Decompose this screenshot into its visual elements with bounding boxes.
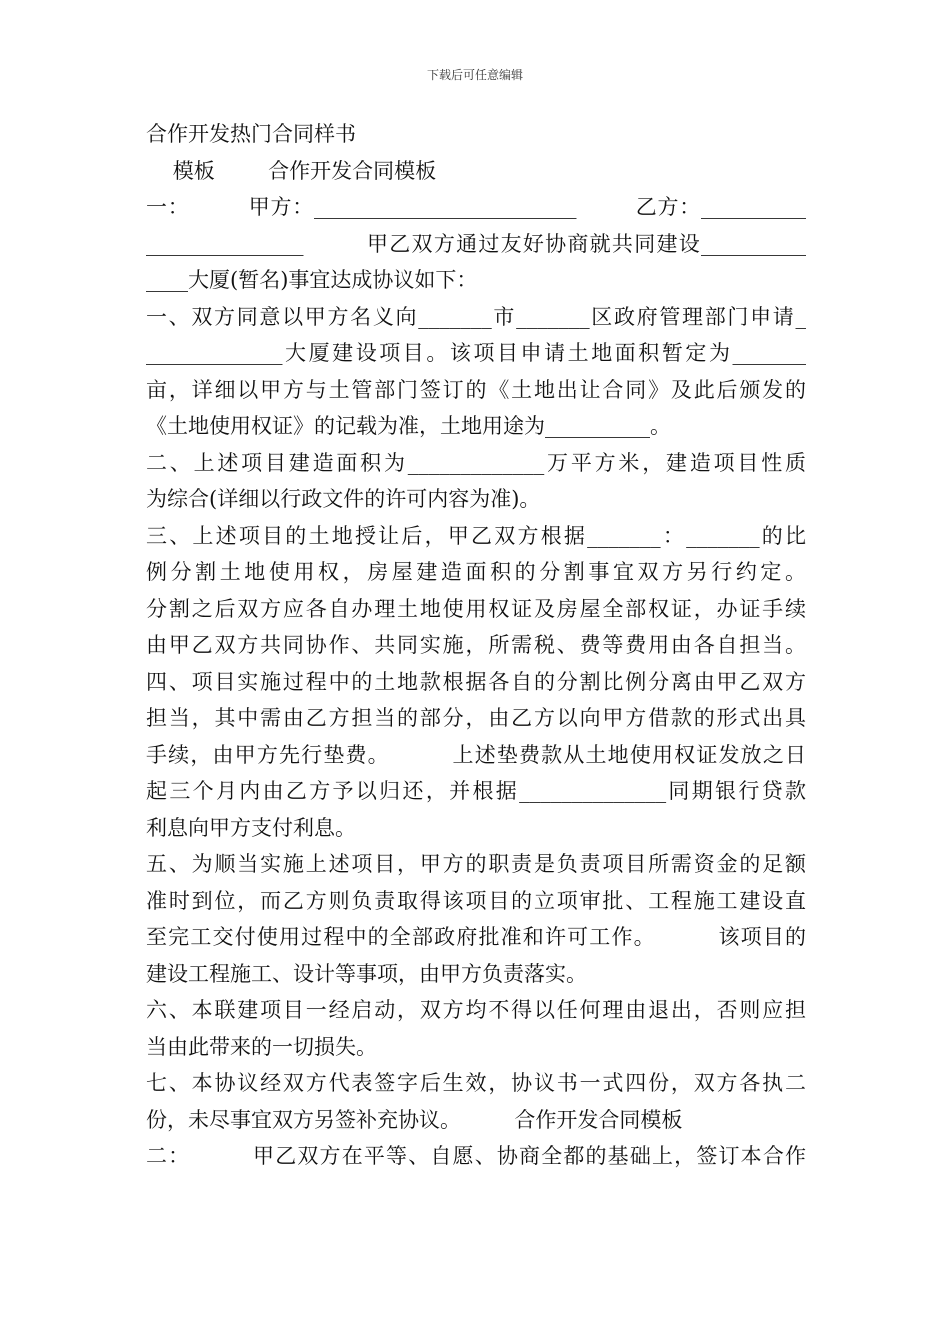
text-line: 亩，详细以甲方与土管部门签订的《土地出让合同》及此后颁发的 [146, 377, 806, 402]
page-header: 下载后可任意编辑 [426, 68, 523, 82]
text-line: 起三个月内由乙方予以归还，并根据______________同期银行贷款 [146, 779, 806, 803]
text-line: 利息向甲方支付利息。 [146, 815, 356, 840]
document-body [146, 116, 806, 1175]
text-line: 由甲乙双方共同协作、共同实施，所需税、费等费用由各自担当。 [146, 633, 806, 657]
text-line: 二、上述项目建造面积为_____________万平方米，建造项目性质 [146, 450, 806, 475]
text-line: 担当，其中需由乙方担当的部分，由乙方以向甲方借款的形式出具 [146, 706, 806, 730]
text-line: ____大厦(暂名)事宜达成协议如下： [146, 268, 478, 292]
text-line: 分割之后双方应各自办理土地使用权证及房屋全部权证，办证手续 [146, 596, 806, 621]
document-title: 合作开发热门合同样书 [146, 122, 356, 146]
text-line: 例分割土地使用权，房屋建造面积的分割事宜双方另行约定。 [146, 560, 806, 584]
text-line: 《土地使用权证》的记载为准，土地用途为__________。 [146, 414, 671, 438]
text-line: 一： 甲方：_________________________ 乙方：__________ [146, 195, 806, 219]
text-line: _____________大厦建设项目。该项目申请土地面积暂定为_______ [146, 341, 806, 365]
text-line: 一、双方同意以甲方名义向_______市_______区政府管理部门申请_ [146, 304, 806, 329]
subtitle-line: 模板 合作开发合同模板 [146, 158, 437, 183]
text-line: _______________ 甲乙双方通过友好协商就共同建设__________ [146, 231, 806, 256]
text-line: 准时到位，而乙方则负责取得该项目的立项审批、工程施工建设直 [146, 888, 806, 913]
text-line: 手续，由甲方先行垫费。 上述垫费款从土地使用权证发放之日 [146, 742, 806, 767]
text-line: 为综合(详细以行政文件的许可内容为准)。 [146, 487, 541, 511]
text-line: 七、本协议经双方代表签字后生效，协议书一式四份，双方各执二 [146, 1071, 806, 1095]
text-line: 建设工程施工、设计等事项，由甲方负责落实。 [146, 961, 587, 986]
text-line: 三、上述项目的土地授让后，甲乙双方根据_______：_______的比 [146, 523, 806, 548]
text-line: 四、项目实施过程中的土地款根据各自的分割比例分离由甲乙双方 [146, 669, 806, 694]
text-line: 份，未尽事宜双方另签补充协议。 合作开发合同模板 [146, 1107, 683, 1132]
text-line: 至完工交付使用过程中的全部政府批准和许可工作。 该项目的 [146, 925, 806, 949]
text-line: 六、本联建项目一经启动，双方均不得以任何理由退出，否则应担 [146, 998, 806, 1022]
text-line: 五、为顺当实施上述项目，甲方的职责是负责项目所需资金的足额 [146, 852, 806, 876]
text-line: 二： 甲乙双方在平等、自愿、协商全都的基础上，签订本合作 [146, 1144, 806, 1168]
text-line: 当由此带来的一切损失。 [146, 1034, 377, 1059]
